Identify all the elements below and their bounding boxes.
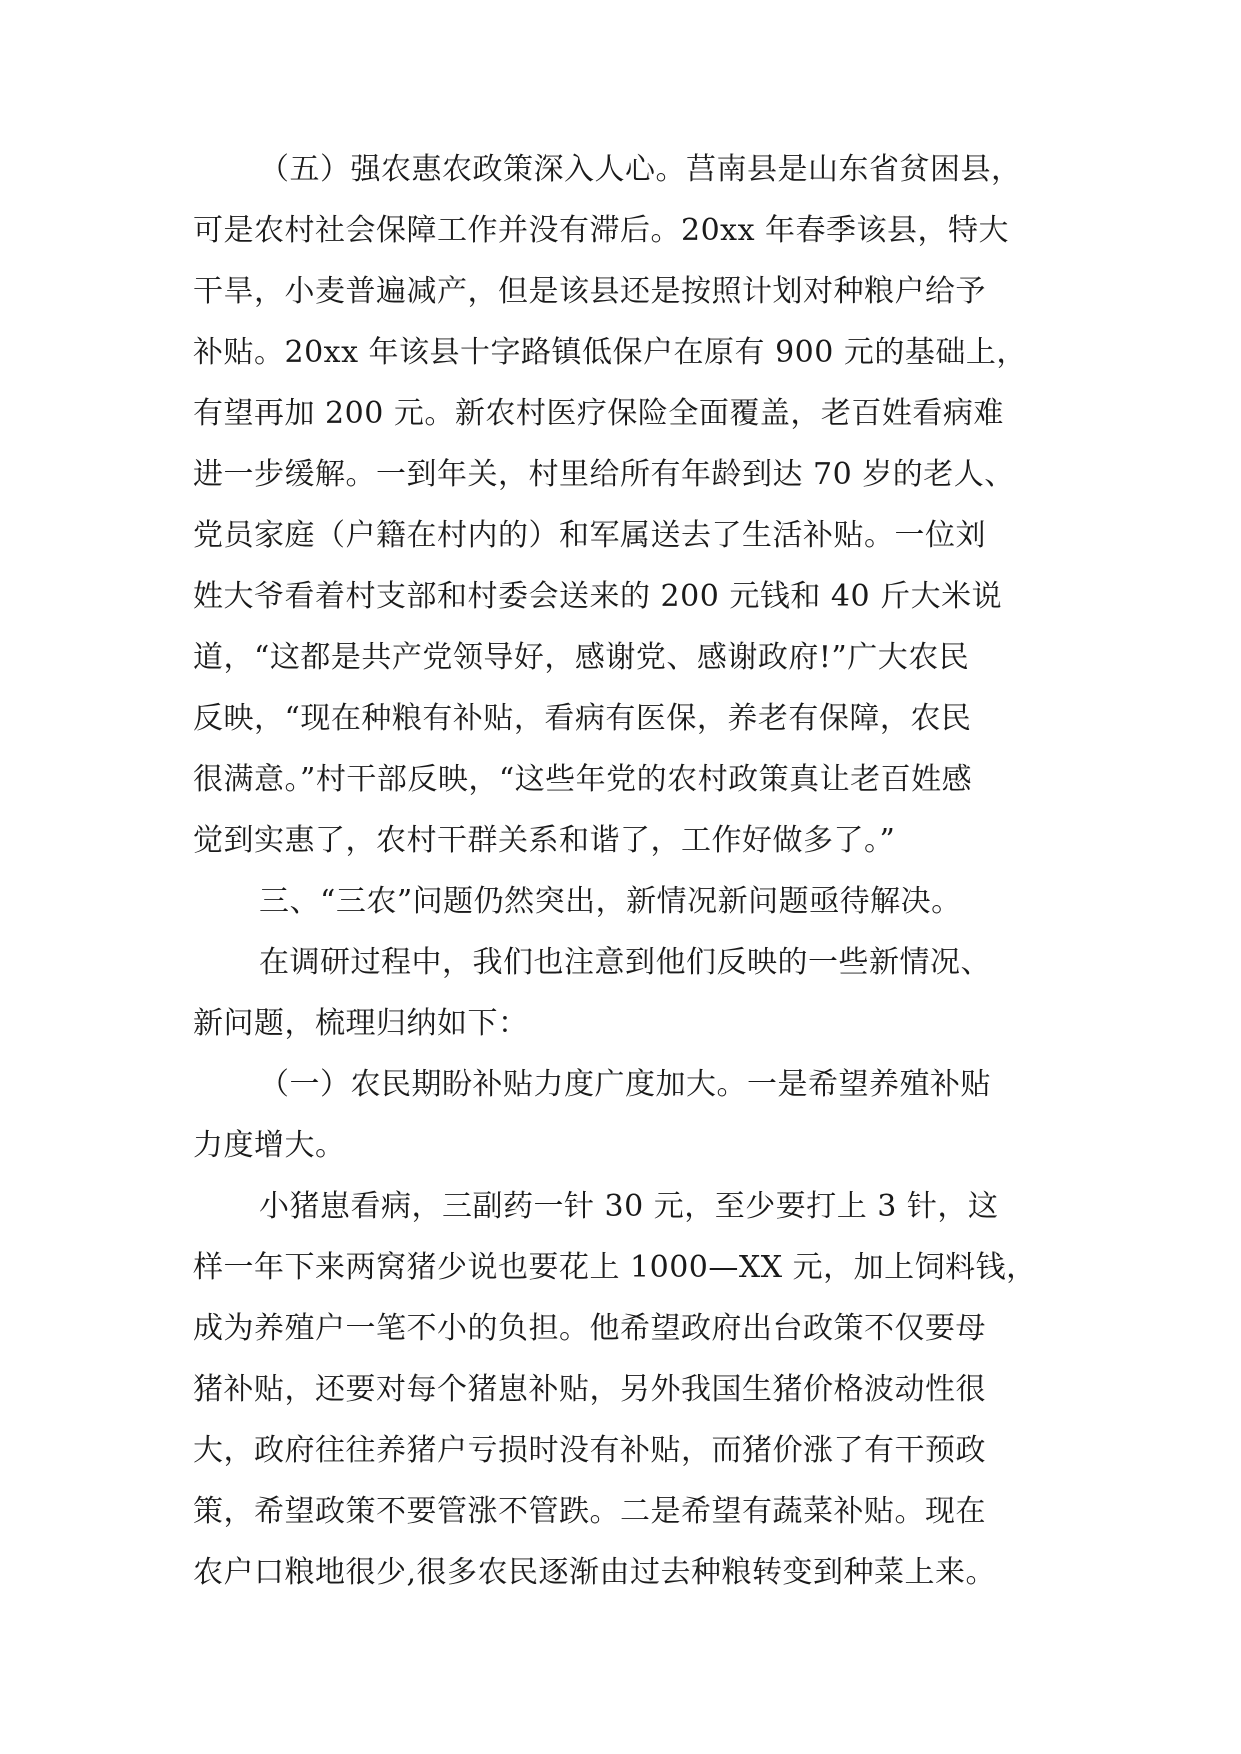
text-line: 干旱，小麦普遍减产，但是该县还是按照计划对种粮户给予	[193, 274, 986, 309]
section-heading: 三、“三农”问题仍然突出，新情况新问题亟待解决。	[259, 884, 962, 919]
text-line: 反映，“现在种粮有补贴，看病有医保，养老有保障，农民	[193, 701, 972, 736]
text-line: （五）强农惠农政策深入人心。莒南县是山东省贫困县，	[259, 152, 1022, 187]
text-line: 大，政府往往养猪户亏损时没有补贴，而猪价涨了有干预政	[193, 1433, 986, 1468]
text-line: 有望再加 200 元。新农村医疗保险全面覆盖，老百姓看病难	[193, 396, 1004, 431]
text-line: 在调研过程中，我们也注意到他们反映的一些新情况、	[259, 945, 991, 980]
text-line: 力度增大。	[193, 1128, 346, 1163]
text-line: 农户口粮地很少,很多农民逐渐由过去种粮转变到种菜上来。	[193, 1555, 997, 1590]
text-line: 进一步缓解。一到年关，村里给所有年龄到达 70 岁的老人、	[193, 457, 1015, 492]
subsection-heading: （一）农民期盼补贴力度广度加大。一是希望养殖补贴	[259, 1067, 991, 1102]
text-line: 小猪崽看病，三副药一针 30 元，至少要打上 3 针，这	[259, 1189, 999, 1224]
text-line: 姓大爷看着村支部和村委会送来的 200 元钱和 40 斤大米说	[193, 579, 1003, 614]
text-line: 觉到实惠了，农村干群关系和谐了，工作好做多了。”	[193, 823, 896, 858]
text-line: 成为养殖户一笔不小的负担。他希望政府出台政策不仅要母	[193, 1311, 986, 1346]
text-line: 党员家庭（户籍在村内的）和军属送去了生活补贴。一位刘	[193, 518, 986, 553]
text-line: 猪补贴，还要对每个猪崽补贴，另外我国生猪价格波动性很	[193, 1372, 986, 1407]
text-line: 很满意。”村干部反映，“这些年党的农村政策真让老百姓感	[193, 762, 973, 797]
text-line: 补贴。20xx 年该县十字路镇低保户在原有 900 元的基础上，	[193, 335, 1027, 370]
text-line: 可是农村社会保障工作并没有滞后。20xx 年春季该县，特大	[193, 213, 1010, 248]
text-line: 策，希望政策不要管涨不管跌。二是希望有蔬菜补贴。现在	[193, 1494, 986, 1529]
text-line: 样一年下来两窝猪少说也要花上 1000—XX 元，加上饲料钱，	[193, 1250, 1037, 1285]
text-line: 道，“这都是共产党领导好，感谢党、感谢政府!”广大农民	[193, 640, 970, 675]
text-line: 新问题，梳理归纳如下：	[193, 1006, 529, 1041]
